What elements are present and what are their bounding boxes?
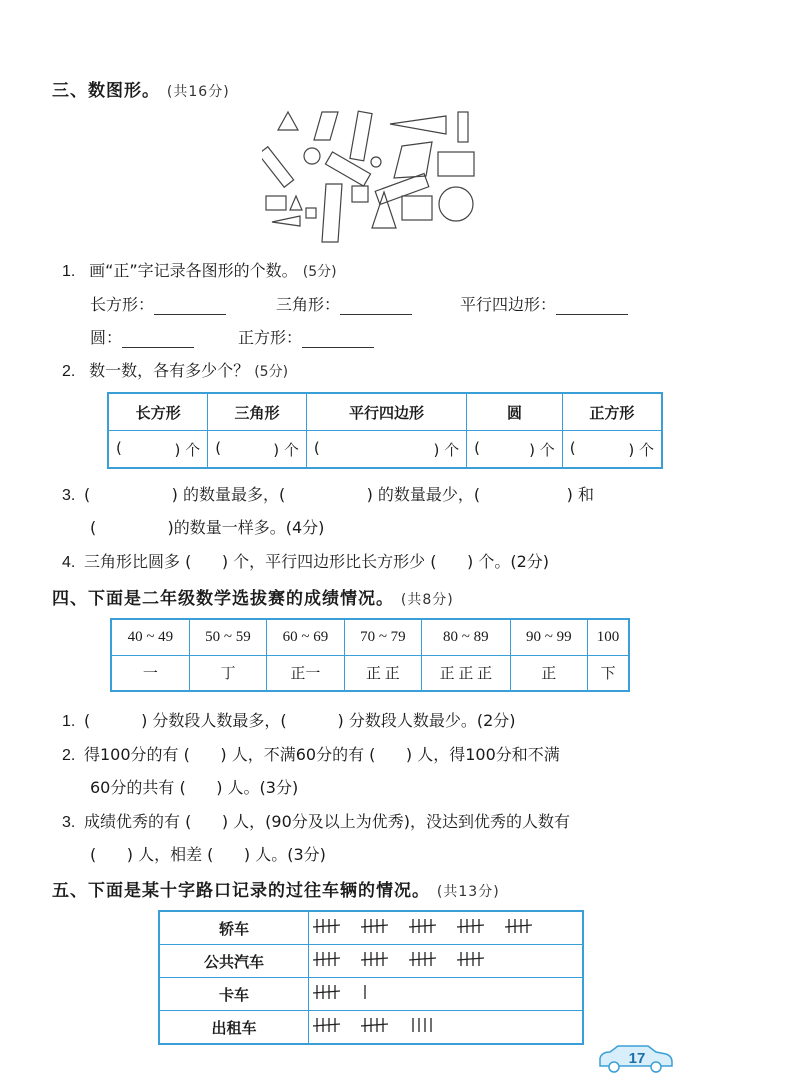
answer-cell[interactable]: ( ) 个 xyxy=(467,431,563,469)
parallelogram-shape xyxy=(322,184,342,242)
tally-group xyxy=(313,952,340,966)
range-cell: 80 ~ 89 xyxy=(422,619,510,655)
section5-title: 五、下面是某十字路口记录的过往车辆的情况。 xyxy=(52,881,430,901)
table-header: 长方形 xyxy=(108,393,208,431)
s3-q1-label-para: 平行四边形： xyxy=(460,292,628,315)
section4-title-line xyxy=(52,584,454,609)
answer-blank[interactable] xyxy=(302,347,374,348)
s4-q3-line1: 3. 成绩优秀的有 ( ) 人，(90分及以上为优秀)，没达到优秀的人数有 xyxy=(62,812,571,831)
rectangle-shape xyxy=(458,112,468,142)
triangle-shape xyxy=(390,116,446,134)
s3-q3-line1: 3. ( ) 的数量最多，( ) 的数量最少，( ) 和 xyxy=(62,485,594,504)
s3-q2-num: 2. xyxy=(62,363,76,380)
s4-q2-line2: 60分的共有 ( ) 人。(3分) xyxy=(90,778,299,797)
s4-q3-line2: ( ) 人，相差 ( ) 人。(3分) xyxy=(90,845,326,864)
vehicle-label: 卡车 xyxy=(159,978,309,1011)
s3-q1-label-rect: 长方形： xyxy=(90,292,226,315)
answer-blank[interactable] xyxy=(122,347,194,348)
answer-cell[interactable]: ( ) 个 xyxy=(108,431,208,469)
rectangle-shape xyxy=(438,152,474,176)
s3-q1-label-square: 正方形： xyxy=(238,325,374,348)
score-table xyxy=(110,618,630,692)
triangle-shape xyxy=(272,216,300,226)
table-header: 正方形 xyxy=(562,393,662,431)
answer-cell[interactable]: ( ) 个 xyxy=(562,431,662,469)
tally-cell: 一 xyxy=(111,655,189,691)
answer-blank[interactable] xyxy=(556,314,628,315)
rectangle-shape xyxy=(350,111,372,161)
s3-q1-label-tri: 三角形： xyxy=(276,292,412,315)
triangle-shape xyxy=(290,196,302,210)
rectangle-shape xyxy=(402,196,432,220)
section3-title-line xyxy=(52,76,230,101)
section4-title: 四、下面是二年级数学选拔赛的成绩情况。 xyxy=(52,589,394,609)
tally-cell: 正 xyxy=(510,655,587,691)
tally-group xyxy=(313,919,340,933)
vehicle-table xyxy=(158,910,584,1045)
tally-marks xyxy=(310,982,580,1002)
tally-group xyxy=(361,952,388,966)
section5-title-line xyxy=(52,876,500,901)
tally-marks xyxy=(310,1015,580,1035)
triangle-shape xyxy=(372,192,396,228)
triangle-shape xyxy=(278,112,298,130)
section5-score: (共13分) xyxy=(436,884,500,900)
answer-cell[interactable]: ( ) 个 xyxy=(208,431,307,469)
page-number: 17 xyxy=(628,1050,646,1067)
tally-group xyxy=(313,985,340,999)
tally-cell: 丁 xyxy=(189,655,266,691)
tally-group xyxy=(313,1018,340,1032)
s3-q2-score: (5分) xyxy=(254,364,289,380)
tally-group xyxy=(413,1018,431,1032)
s3-q4-text: 三角形比圆多 ( ) 个，平行四边形比长方形少 ( ) 个。(2分) xyxy=(84,552,550,571)
s3-q2 xyxy=(62,358,288,381)
range-cell: 50 ~ 59 xyxy=(189,619,266,655)
s3-q1-score: (5分) xyxy=(302,264,337,280)
table-header: 三角形 xyxy=(208,393,307,431)
tally-cell: 正 正 正 xyxy=(422,655,510,691)
square-shape xyxy=(306,208,316,218)
section3-title: 三、数图形。 xyxy=(52,81,160,101)
range-cell: 100 xyxy=(588,619,630,655)
circle-shape xyxy=(371,157,381,167)
tally-marks-cell xyxy=(309,911,584,945)
tally-group xyxy=(361,1018,388,1032)
parallelogram-shape xyxy=(394,142,432,178)
answer-blank[interactable] xyxy=(340,314,412,315)
tally-group xyxy=(361,919,388,933)
range-cell: 40 ~ 49 xyxy=(111,619,189,655)
table-header: 平行四边形 xyxy=(306,393,466,431)
tally-marks-cell xyxy=(309,1011,584,1045)
tally-marks xyxy=(310,949,580,969)
s3-q1-label-circle: 圆： xyxy=(90,325,194,348)
square-shape xyxy=(352,186,368,202)
answer-blank[interactable] xyxy=(154,314,226,315)
tally-group xyxy=(505,919,532,933)
tally-group xyxy=(409,919,436,933)
tally-cell: 正 正 xyxy=(344,655,421,691)
tally-group xyxy=(457,919,484,933)
s3-q4: 4. 三角形比圆多 ( ) 个，平行四边形比长方形少 ( ) 个。(2分) xyxy=(62,552,550,571)
shapes-figure xyxy=(262,106,482,246)
tally-cell: 下 xyxy=(588,655,630,691)
tally-marks xyxy=(310,916,580,936)
s3-q2-text: 数一数，各有多少个？ xyxy=(89,361,250,380)
tally-cell: 正一 xyxy=(267,655,344,691)
tally-marks-cell xyxy=(309,978,584,1011)
s3-q1 xyxy=(62,258,337,281)
range-cell: 60 ~ 69 xyxy=(267,619,344,655)
section3-score: (共16分) xyxy=(166,84,230,100)
tally-group xyxy=(409,952,436,966)
s3-q1-num: 1. xyxy=(62,263,76,280)
tally-marks-cell xyxy=(309,945,584,978)
circle-shape xyxy=(304,148,320,164)
s3-q3-line2: ( )的数量一样多。(4分) xyxy=(90,518,325,537)
s4-q1: 1. ( ) 分数段人数最多，( ) 分数段人数最少。(2分) xyxy=(62,711,516,730)
section4-score: (共8分) xyxy=(400,592,454,608)
rectangle-shape xyxy=(262,147,294,187)
answer-cell[interactable]: ( ) 个 xyxy=(306,431,466,469)
vehicle-label: 轿车 xyxy=(159,911,309,945)
table-header: 圆 xyxy=(467,393,563,431)
vehicle-label: 公共汽车 xyxy=(159,945,309,978)
range-cell: 70 ~ 79 xyxy=(344,619,421,655)
range-cell: 90 ~ 99 xyxy=(510,619,587,655)
tally-group xyxy=(457,952,484,966)
parallelogram-shape xyxy=(314,112,338,140)
shape-count-table xyxy=(107,392,663,469)
s3-q1-text: 画“正”字记录各图形的个数。 xyxy=(89,261,298,280)
circle-shape xyxy=(439,187,473,221)
square-shape xyxy=(266,196,286,210)
s4-q2-line1: 2. 得100分的有 ( ) 人，不满60分的有 ( ) 人，得100分和不满 xyxy=(62,745,560,764)
vehicle-label: 出租车 xyxy=(159,1011,309,1045)
